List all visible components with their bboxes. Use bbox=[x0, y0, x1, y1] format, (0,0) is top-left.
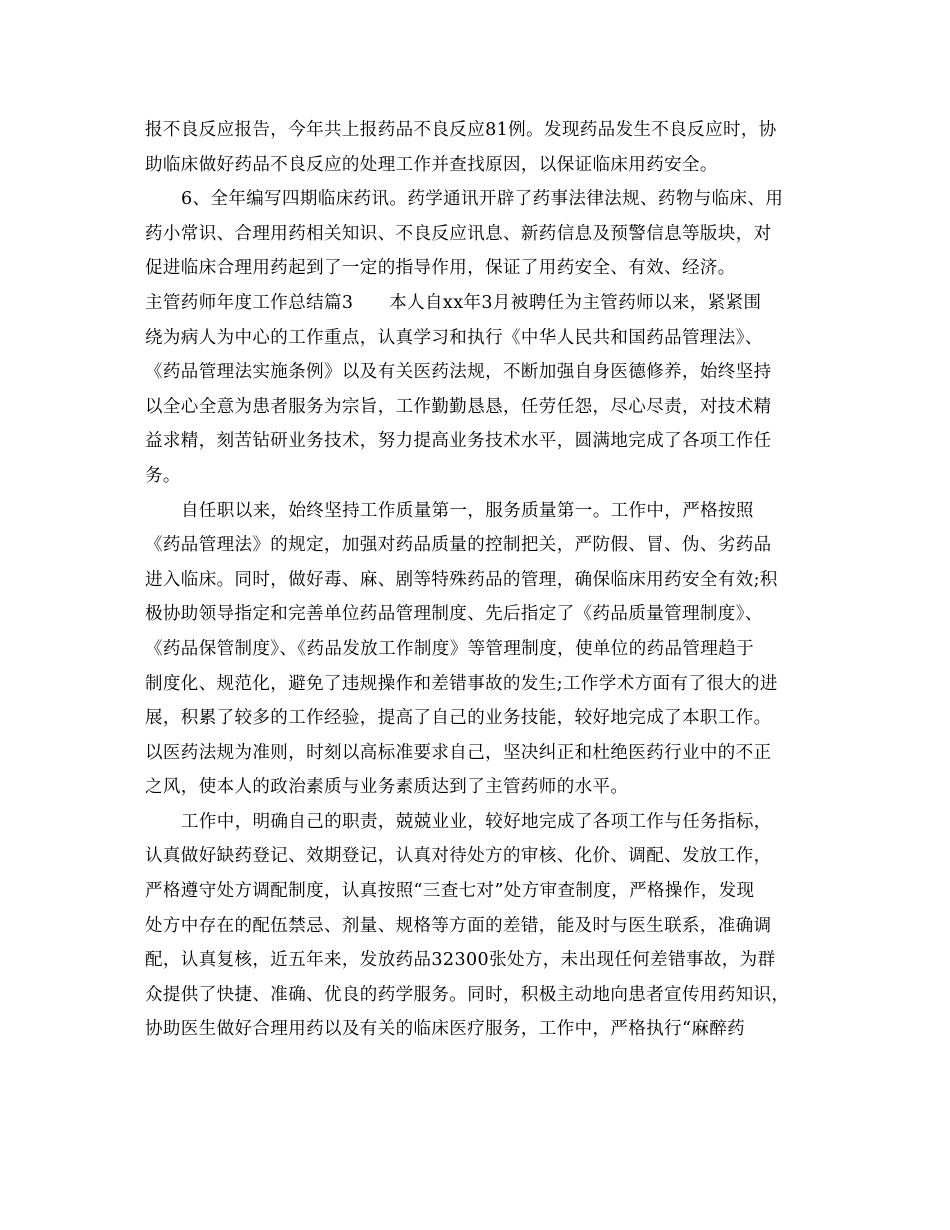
text-line-22: 认真做好缺药登记、效期登记，认真对待处方的审核、化价、调配、发放工作， bbox=[145, 846, 772, 867]
text-line-2: 助临床做好药品不良反应的处理工作并查找原因，以保证临床用药安全。 bbox=[145, 154, 718, 175]
text-line-7: 绕为病人为中心的工作重点，认真学习和执行《中华人民共和国药品管理法》、 bbox=[145, 327, 763, 348]
text-line-10: 益求精，刻苦钻研业务技术，努力提高业务技术水平，圆满地完成了各项工作任 bbox=[145, 431, 772, 452]
text-line-3: 6、全年编写四期临床药讯。药学通讯开辟了药事法律法规、药物与临床、用 bbox=[181, 189, 784, 210]
text-line-6: 主管药师年度工作总结篇3 本人自xx年3月被聘任为主管药师以来，紧紧围 bbox=[145, 292, 762, 313]
document-body bbox=[145, 113, 810, 1047]
text-line-8: 《药品管理法实施条例》以及有关医药法规，不断加强自身医德修养，始终坚持 bbox=[145, 362, 772, 383]
text-line-17: 制度化、规范化，避免了违规操作和差错事故的发生;工作学术方面有了很大的进 bbox=[145, 673, 778, 694]
text-line-27: 协助医生做好合理用药以及有关的临床医疗服务，工作中，严格执行“麻醉药 bbox=[145, 1019, 746, 1040]
text-line-18: 展，积累了较多的工作经验，提高了自己的业务技能，较好地完成了本职工作。 bbox=[145, 708, 772, 729]
text-line-13: 《药品管理法》的规定，加强对药品质量的控制把关，严防假、冒、伪、劣药品 bbox=[145, 535, 772, 556]
text-line-21: 工作中，明确自己的职责，兢兢业业，较好地完成了各项工作与任务指标， bbox=[181, 811, 772, 832]
text-line-24: 处方中存在的配伍禁忌、剂量、规格等方面的差错，能及时与医生联系，准确调 bbox=[145, 915, 772, 936]
text-line-19: 以医药法规为准则，时刻以高标准要求自己，坚决纠正和杜绝医药行业中的不正 bbox=[145, 742, 772, 763]
text-line-25: 配，认真复核，近五年来，发放药品32300张处方，未出现任何差错事故，为群 bbox=[145, 950, 776, 971]
text-line-26: 众提供了快捷、准确、优良的药学服务。同时，积极主动地向患者宣传用药知识， bbox=[145, 984, 790, 1005]
text-line-15: 极协助领导指定和完善单位药品管理制度、先后指定了《药品质量管理制度》、 bbox=[145, 604, 763, 625]
text-line-1: 报不良反应报告，今年共上报药品不良反应81例。发现药品发生不良反应时，协 bbox=[145, 120, 777, 140]
text-line-9: 以全心全意为患者服务为宗旨，工作勤勤恳恳，任劳任怨，尽心尽责，对技术精 bbox=[145, 396, 772, 417]
text-line-5: 促进临床合理用药起到了一定的指导作用，保证了用药安全、有效、经济。 bbox=[145, 258, 736, 279]
text-line-4: 药小常识、合理用药相关知识、不良反应讯息、新药信息及预警信息等版块，对 bbox=[145, 223, 772, 244]
text-line-12: 自任职以来，始终坚持工作质量第一，服务质量第一。工作中，严格按照 bbox=[181, 500, 754, 521]
text-line-20: 之风，使本人的政治素质与业务素质达到了主管药师的水平。 bbox=[145, 777, 629, 798]
text-line-11: 务。 bbox=[145, 465, 181, 486]
text-line-14: 进入临床。同时，做好毒、麻、剧等特殊药品的管理，确保临床用药安全有效;积 bbox=[145, 569, 778, 590]
text-line-16: 《药品保管制度》、《药品发放工作制度》等管理制度，使单位的药品管理趋于 bbox=[145, 638, 754, 659]
text-line-23: 严格遵守处方调配制度，认真按照“三查七对”处方审查制度，严格操作，发现 bbox=[145, 881, 755, 902]
